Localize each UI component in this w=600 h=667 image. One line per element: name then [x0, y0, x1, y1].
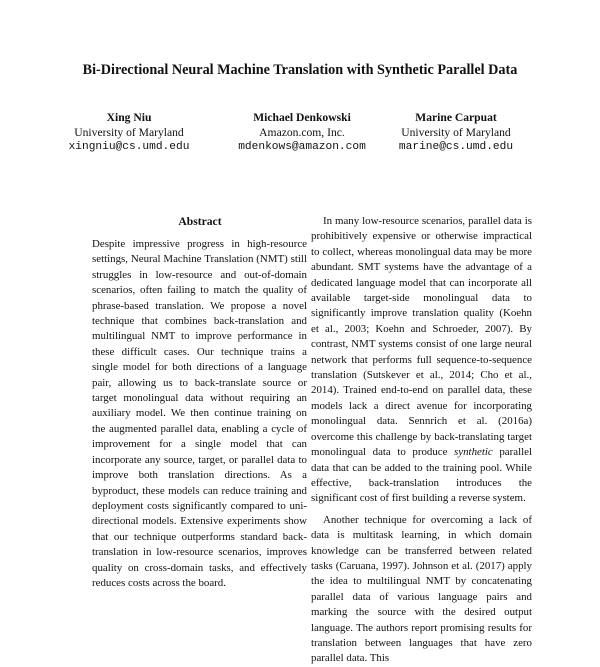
author-name: Marine Carpuat: [415, 111, 497, 124]
author-affiliation: University of Maryland: [401, 126, 511, 139]
paper-title: Bi-Directional Neural Machine Translation with Synthetic Parallel Data: [82, 62, 518, 78]
author-block-1: [29, 110, 229, 155]
author-name: Michael Denkowski: [253, 111, 351, 124]
author-email[interactable]: mdenkows@amazon.com: [238, 141, 366, 153]
intro-p1-emphasis: synthetic: [454, 446, 493, 459]
intro-paragraph-1: [311, 214, 532, 507]
author-email[interactable]: marine@cs.umd.edu: [398, 141, 514, 153]
intro-paragraph-2: Another technique for overcoming a lack of data is multitask learning, in which domain knowledge can be transferred between related tasks (Caruana, 1997). Johnson et al. (2017) apply the idea to multilingual NMT by concatenating parallel data of various language pairs and marking the source with the desired output language. The authors report promising results for translation between languages that have zero parallel data. This: [311, 513, 532, 665]
author-email[interactable]: xingniu@cs.umd.edu: [68, 141, 190, 153]
author-affiliation: Amazon.com, Inc.: [259, 126, 345, 139]
author-affiliation: University of Maryland: [74, 126, 184, 139]
abstract-body: [90, 237, 307, 591]
intro-p1-text-start: In many low-resource scenarios, parallel data is prohibitively expensive or otherwise impractical to collect, whereas monolingual data may be more abundant. SMT systems have the advantage of a dedicated language model that can incorporate all available target-side monolingual data to significantly improve translation quality (Koehn et al., 2003; Koehn and Schroeder, 2007). By contrast, NMT systems consist of one large neural network that performs full sequence-to-sequence translation (Sutskever et al., 2014; Cho et al., 2014). Trained end-to-end on parallel data, these models lack a direct avenue for incorporating monolingual data. Sennrich et al. (2016a) overcome this challenge by back-translating target monolingual data to produce: [311, 215, 532, 459]
intro-p1-text-end: parallel data that can be added to the training pool. While effective, back-translation introduces the significant cost of first building a reverse system.: [311, 446, 532, 505]
author-block-3: [356, 110, 556, 155]
introduction-column: [311, 214, 532, 667]
abstract-text: Despite impressive progress in high-resource settings, Neural Machine Translation (NMT) still struggles in low-resource and out-of-domain scenarios, often failing to match the quality of phrase-based translation. We propose a novel technique that combines back-translation and multilingual NMT to improve performance in these difficult cases. Our technique trains a single model for both directions of a language pair, allowing us to back-translate source or target monolingual data without requiring an auxiliary model. We then continue training on the augmented parallel data, enabling a cycle of improvement for a single model that can incorporate any source, target, or parallel data to improve both translation directions. As a byproduct, these models can reduce training and deployment costs significantly compared to uni-directional models. Extensive experiments show that our technique outperforms standard back-translation in low-resource scenarios, improves quality on cross-domain tasks, and effectively reduces costs across the board.: [92, 238, 307, 589]
author-name: Xing Niu: [106, 111, 152, 124]
abstract-heading: Abstract: [178, 215, 222, 228]
